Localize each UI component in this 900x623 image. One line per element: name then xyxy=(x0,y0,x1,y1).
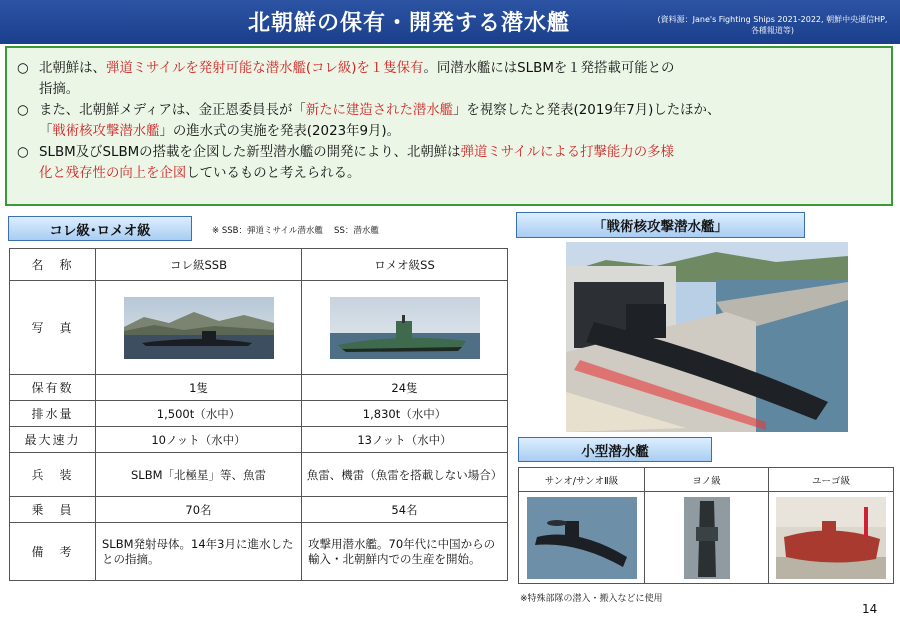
col-header-romeo: ロメオ級SS xyxy=(302,249,508,281)
yugo-submarine-photo xyxy=(776,497,886,579)
b2-text-4: 」の進水式の実施を発表(2023年9月)。 xyxy=(159,124,401,139)
source-line-2: 各種報道等) xyxy=(750,26,795,35)
kore-value: 1,500t（水中） xyxy=(96,401,302,427)
row-label: 保有数 xyxy=(10,375,96,401)
source-line-1: (資料源：Jane's Fighting Ships 2021-2022, 朝鮮中央通信HP, xyxy=(657,15,888,24)
summary-bullet-3 xyxy=(17,142,883,184)
b1-text-2: 。同潜水艦にはSLBMを１発搭載可能との xyxy=(423,61,675,76)
col-header-sango: サンオ/サンオⅡ級 xyxy=(519,468,645,492)
romeo-value: 24隻 xyxy=(302,375,508,401)
b2-text-1: また、北朝鮮メディアは、金正恩委員長が「 xyxy=(39,103,306,118)
kore-romeo-header: コレ級･ロメオ級 xyxy=(8,216,192,241)
yugo-photo-cell xyxy=(769,492,894,584)
small-sub-table xyxy=(518,467,894,584)
kore-photo-cell xyxy=(96,281,302,375)
table-row xyxy=(10,453,508,497)
source-note xyxy=(650,14,895,36)
abbrev-note: ※ SSB：弾道ミサイル潜水艦 SS：潜水艦 xyxy=(212,226,379,236)
title-bar xyxy=(0,0,900,44)
table-row xyxy=(10,375,508,401)
romeo-value: 13ノット（水中） xyxy=(302,427,508,453)
page-title: 北朝鮮の保有・開発する潜水艦 xyxy=(248,11,571,36)
kore-submarine-photo xyxy=(124,297,274,359)
b1-emphasis: 弾道ミサイルを発射可能な潜水艦(コレ級)を１隻保有 xyxy=(105,61,424,76)
romeo-value: 攻撃用潜水艦。70年代に中国からの輸入・北朝鮮内での生産を開始。 xyxy=(302,523,508,581)
summary-bullet-1 xyxy=(17,58,883,100)
romeo-value: 1,830t（水中） xyxy=(302,401,508,427)
bullet-mark: ○ xyxy=(17,61,29,76)
b1-text-3: 指摘。 xyxy=(39,82,80,97)
kore-value: 1隻 xyxy=(96,375,302,401)
row-label: 兵 装 xyxy=(10,453,96,497)
page-number: 14 xyxy=(862,602,878,616)
col-header-yono: ヨノ級 xyxy=(645,468,769,492)
b2-text-3: 「 xyxy=(39,124,53,139)
table-row xyxy=(10,401,508,427)
table-row xyxy=(10,523,508,581)
bullet-mark: ○ xyxy=(17,103,29,118)
table-row xyxy=(519,492,894,584)
col-header-yugo: ユーゴ級 xyxy=(769,468,894,492)
summary-bullet-2 xyxy=(17,100,883,142)
tactical-submarine-photo xyxy=(566,242,848,432)
sango-submarine-photo xyxy=(527,497,637,579)
b2-emphasis-1: 新たに建造された潜水艦 xyxy=(305,103,454,118)
kore-value: SLBM「北極星」等、魚雷 xyxy=(96,453,302,497)
romeo-photo-cell xyxy=(302,281,508,375)
b3-emphasis-1: 弾道ミサイルによる打撃能力の多様 xyxy=(460,145,674,160)
row-label: 備 考 xyxy=(10,523,96,581)
table-row xyxy=(10,249,508,281)
b3-emphasis-2: 化と残存性の向上を企図 xyxy=(39,166,187,181)
kore-value: 10ノット（水中） xyxy=(96,427,302,453)
row-label: 名 称 xyxy=(10,249,96,281)
b1-text-1: 北朝鮮は、 xyxy=(39,61,106,76)
romeo-value: 魚雷、機雷（魚雷を搭載しない場合） xyxy=(302,453,508,497)
col-header-kore: コレ級SSB xyxy=(96,249,302,281)
b3-text-2: しているものと考えられる。 xyxy=(186,166,361,181)
yono-submarine-photo xyxy=(684,497,730,579)
sango-photo-cell xyxy=(519,492,645,584)
row-label: 乗 員 xyxy=(10,497,96,523)
small-sub-note: ※特殊部隊の潜入・搬入などに使用 xyxy=(520,594,663,604)
tactical-sub-header: 「戦術核攻撃潜水艦」 xyxy=(516,212,805,238)
b2-text-2: 」を視察したと発表(2019年7月)したほか、 xyxy=(453,103,721,118)
kore-value: SLBM発射母体。14年3月に進水したとの指摘。 xyxy=(96,523,302,581)
romeo-submarine-photo xyxy=(330,297,480,359)
table-row xyxy=(519,468,894,492)
kore-value: 70名 xyxy=(96,497,302,523)
row-label: 最大速力 xyxy=(10,427,96,453)
b3-text-1: SLBM及びSLBMの搭載を企図した新型潜水艦の開発により、北朝鮮は xyxy=(39,145,461,160)
small-sub-header: 小型潜水艦 xyxy=(518,437,712,462)
romeo-value: 54名 xyxy=(302,497,508,523)
summary-box xyxy=(5,46,893,206)
table-row xyxy=(10,281,508,375)
row-label: 排水量 xyxy=(10,401,96,427)
table-row xyxy=(10,427,508,453)
yono-photo-cell xyxy=(645,492,769,584)
table-row xyxy=(10,497,508,523)
spec-table xyxy=(9,248,508,581)
b2-emphasis-2: 戦術核攻撃潜水艦 xyxy=(52,124,160,139)
bullet-mark: ○ xyxy=(17,145,29,160)
row-label: 写 真 xyxy=(10,281,96,375)
